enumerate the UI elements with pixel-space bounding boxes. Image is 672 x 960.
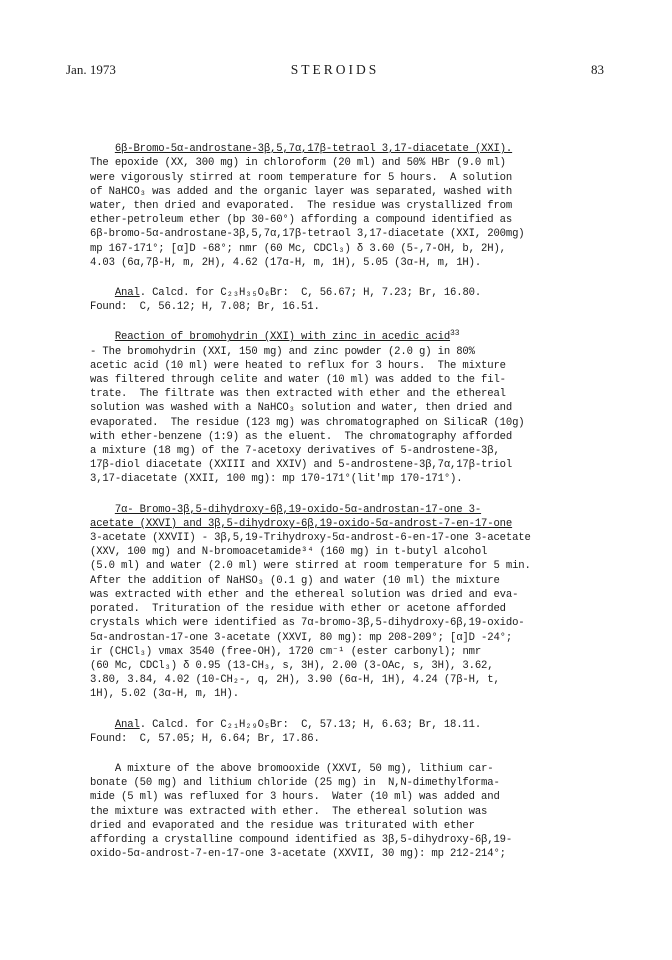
text-line: porated. Trituration of the residue with ether or acetone afforded [90, 603, 506, 616]
text-line: A mixture of the above bromooxide (XXVI, 50 mg), lithium car- [114, 762, 494, 775]
text-line: After the addition of NaHSO₃ (0.1 g) and water (10 ml) the mixture [90, 574, 500, 587]
text-line: ir (CHCl₃) νmax 3540 (free-OH), 1720 cm⁻¹ (ester carbonyl); nmr [90, 645, 482, 658]
analysis-found-line: Found: C, 57.05; H, 6.64; Br, 17.86. [90, 732, 320, 745]
text-line: 5α-androstan-17-one 3-acetate (XXVI, 80 mg): mp 208-209°; [α]D -24°; [90, 631, 513, 644]
text-line: The epoxide (XX, 300 mg) in chloroform (20 ml) and 50% HBr (9.0 ml) [90, 157, 506, 170]
section-title: 7α- Bromo-3β,5-dihydroxy-6β,19-oxido-5α-androstan-17-one 3- [114, 503, 482, 516]
text-line: 4.03 (6α,7β-H, m, 2H), 4.62 (17α-H, m, 1H), 5.05 (3α-H, m, 1H). [90, 256, 482, 269]
section-3-title-line [90, 503, 610, 517]
text-line: were vigorously stirred at room temperature for 5 hours. A solution [90, 171, 513, 184]
article-body [90, 128, 610, 876]
text-line: was extracted with ether and the ethereal solution was dried and eva- [90, 588, 519, 601]
text-line: mide (5 ml) was refluxed for 3 hours. Water (10 ml) was added and [90, 791, 500, 804]
text-line: (60 Mc, CDCl₃) δ 0.95 (13-CH₃, s, 3H), 2.00 (3-OAc, s, 3H), 3.62, [90, 659, 494, 672]
text-line: ether-petroleum ether (bp 30-60°) affording a compound identified as [90, 214, 513, 227]
page-header [66, 62, 604, 82]
text-line: acetic acid (10 ml) were heated to reflux for 3 hours. The mixture [90, 359, 506, 372]
analysis-label: Anal [114, 287, 140, 300]
journal-title: STEROIDS [290, 62, 380, 77]
issue-date: Jan. 1973 [66, 62, 116, 77]
analysis-label: Anal [114, 718, 140, 731]
section-title: 6β-Bromo-5α-androstane-3β,5,7α,17β-tetraol 3,17-diacetate (XXI). [114, 143, 513, 156]
text-line: bonate (50 mg) and lithium chloride (25 mg) in N,N-dimethylforma- [90, 777, 500, 790]
text-line: 17β-diol diacetate (XXIII and XXIV) and 5-androstene-3β,7α,17β-triol [90, 459, 513, 472]
text-line: affording a crystalline compound identified as 3β,5-dihydroxy-6β,19- [90, 833, 513, 846]
text-line: dried and evaporated and the residue was triturated with ether [90, 819, 475, 832]
text-line: 3-acetate (XXVII) - 3β,5,19-Trihydroxy-5α-androst-6-en-17-one 3-acetate [90, 532, 531, 545]
text-line: 3,17-diacetate (XXII, 100 mg): mp 170-171°(lit'mp 170-171°). [90, 473, 463, 486]
text-line: was filtered through celite and water (10 ml) was added to the fil- [90, 374, 506, 387]
text-line: (5.0 ml) and water (2.0 ml) were stirred at room temperature for 5 min. [90, 560, 531, 573]
analysis-calcd-text: . Calcd. for C₂₃H₃₅O₆Br: C, 56.67; H, 7.23; Br, 16.80. [139, 287, 482, 300]
text-line: - The bromohydrin (XXI, 150 mg) and zinc powder (2.0 g) in 80% [90, 345, 475, 358]
text-line: 3.80, 3.84, 4.02 (10-CH₂-, q, 2H), 3.90 (6α-H, 1H), 4.24 (7β-H, t, [90, 674, 500, 687]
analysis-calcd-line [90, 286, 610, 300]
analysis-found-line: Found: C, 56.12; H, 7.08; Br, 16.51. [90, 301, 320, 314]
section-title: Reaction of bromohydrin (XXI) with zinc in acedic acid [114, 331, 451, 344]
analysis-calcd-text: . Calcd. for C₂₁H₂₉O₅Br: C, 57.13; H, 6.63; Br, 18.11. [139, 718, 482, 731]
text-line: crystals which were identified as 7α-bromo-3β,5-dihydroxy-6β,19-oxido- [90, 617, 525, 630]
text-line: 1H), 5.02 (3α-H, m, 1H). [90, 688, 239, 701]
text-line: of NaHCO₃ was added and the organic layer was separated, washed with [90, 185, 513, 198]
text-line: oxido-5α-androst-7-en-17-one 3-acetate (XXVII, 30 mg): mp 212-214°; [90, 848, 506, 861]
paragraph-first-line [90, 762, 610, 776]
text-line: solution was washed with a NaHCO₃ solution and water, then dried and [90, 402, 513, 415]
text-line: (XXV, 100 mg) and N-bromoacetamide³⁴ (160 mg) in t-butyl alcohol [90, 546, 488, 559]
text-line: with ether-benzene (1:9) as the eluent. The chromatography afforded [90, 430, 513, 443]
text-line: trate. The filtrate was then extracted with ether and the ethereal [90, 388, 506, 401]
text-line: mp 167-171°; [α]D -68°; nmr (60 Mc, CDCl₃) δ 3.60 (5-,7-OH, b, 2H), [90, 242, 506, 255]
text-line: water, then dried and evaporated. The residue was crystallized from [90, 200, 513, 213]
page-number: 83 [591, 62, 604, 77]
text-line: evaporated. The residue (123 mg) was chromatographed on SilicaR (10g) [90, 416, 525, 429]
text-line: 6β-bromo-5α-androstane-3β,5,7α,17β-tetraol 3,17-diacetate (XXI, 200mg) [90, 228, 525, 241]
section-title-line: acetate (XXVI) and 3β,5-dihydroxy-6β,19-oxido-5α-androst-7-en-17-one [90, 517, 513, 530]
text-line: a mixture (18 mg) of the 7-acetoxy derivatives of 5-androstene-3β, [90, 445, 500, 458]
section-1-title-line [90, 142, 610, 156]
text-line: the mixture was extracted with ether. The ethereal solution was [90, 805, 488, 818]
analysis-calcd-line [90, 718, 610, 732]
reference-superscript: 33 [450, 329, 460, 339]
section-2-title-line [90, 330, 610, 344]
